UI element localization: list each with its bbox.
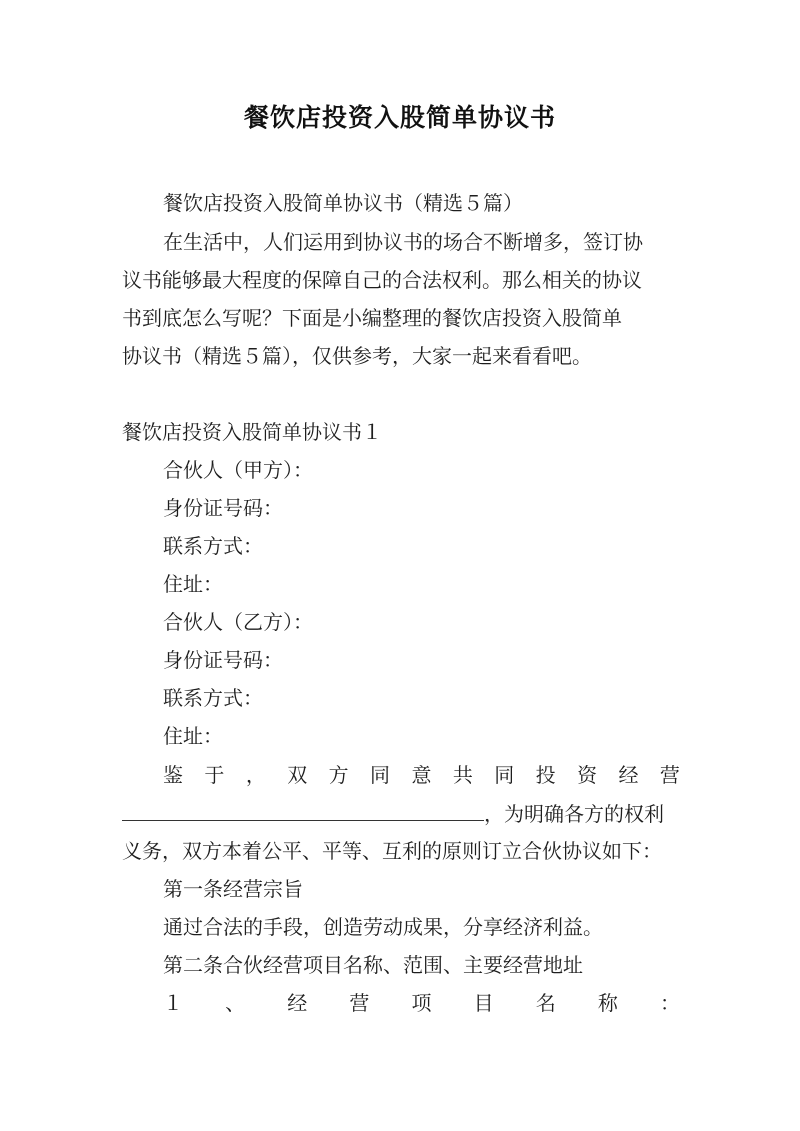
item-char: 、: [225, 991, 246, 1015]
section-heading: 餐饮店投资入股简单协议书１: [122, 420, 382, 444]
blank-underline[interactable]: [122, 800, 484, 821]
item-char: １: [163, 991, 183, 1015]
whereas-char: 于: [204, 763, 225, 787]
item-char: 经: [287, 991, 308, 1015]
partner-b-label: 合伙人（乙方）：: [163, 610, 313, 634]
duties-line: 义务，双方本着公平、平等、互利的原则订立合伙协议如下：: [122, 839, 662, 863]
intro-paragraph-line-3: 书到底怎么写呢？下面是小编整理的餐饮店投资入股简单: [122, 306, 622, 330]
article-1-title: 第一条经营宗旨: [163, 877, 303, 901]
whereas-char: 意: [411, 763, 432, 787]
item-char: ：: [660, 991, 680, 1015]
whereas-char: 投: [535, 763, 556, 787]
partner-a-label: 合伙人（甲方）：: [163, 458, 313, 482]
whereas-line: [163, 762, 680, 788]
whereas-char: 经: [618, 763, 639, 787]
whereas-char: 方: [328, 763, 349, 787]
whereas-char: ，: [245, 763, 266, 787]
purpose-line: [122, 800, 664, 827]
item-char: 项: [411, 991, 432, 1015]
whereas-char: 营: [659, 763, 680, 787]
partner-a-address-label: 住址：: [163, 572, 223, 596]
partner-a-id-label: 身份证号码：: [163, 496, 283, 520]
partner-b-id-label: 身份证号码：: [163, 648, 283, 672]
article-2-title: 第二条合伙经营项目名称、范围、主要经营地址: [163, 953, 583, 977]
intro-paragraph-line-2: 议书能够最大程度的保障自己的合法权利。那么相关的协议: [122, 268, 642, 292]
article-1-body: 通过合法的手段，创造劳动成果，分享经济利益。: [163, 915, 603, 939]
partner-b-contact-label: 联系方式：: [163, 686, 263, 710]
item-1-line: [163, 990, 680, 1016]
whereas-char: 同: [370, 763, 391, 787]
item-char: 称: [597, 991, 618, 1015]
whereas-char: 鉴: [163, 763, 183, 787]
whereas-char: 共: [452, 763, 473, 787]
intro-subtitle: 餐饮店投资入股简单协议书（精选５篇）: [163, 191, 523, 215]
purpose-tail: ，为明确各方的权利: [484, 802, 664, 826]
whereas-char: 双: [287, 763, 308, 787]
whereas-char: 资: [577, 763, 598, 787]
intro-paragraph-line-1: 在生活中，人们运用到协议书的场合不断增多，签订协: [163, 230, 643, 254]
item-char: 目: [473, 991, 494, 1015]
item-char: 名: [535, 991, 556, 1015]
document-title: 餐饮店投资入股简单协议书: [243, 103, 556, 132]
partner-a-contact-label: 联系方式：: [163, 534, 263, 558]
intro-paragraph-line-4: 协议书（精选５篇），仅供参考，大家一起来看看吧。: [122, 344, 592, 368]
item-char: 营: [349, 991, 370, 1015]
partner-b-address-label: 住址：: [163, 724, 223, 748]
whereas-char: 同: [494, 763, 515, 787]
